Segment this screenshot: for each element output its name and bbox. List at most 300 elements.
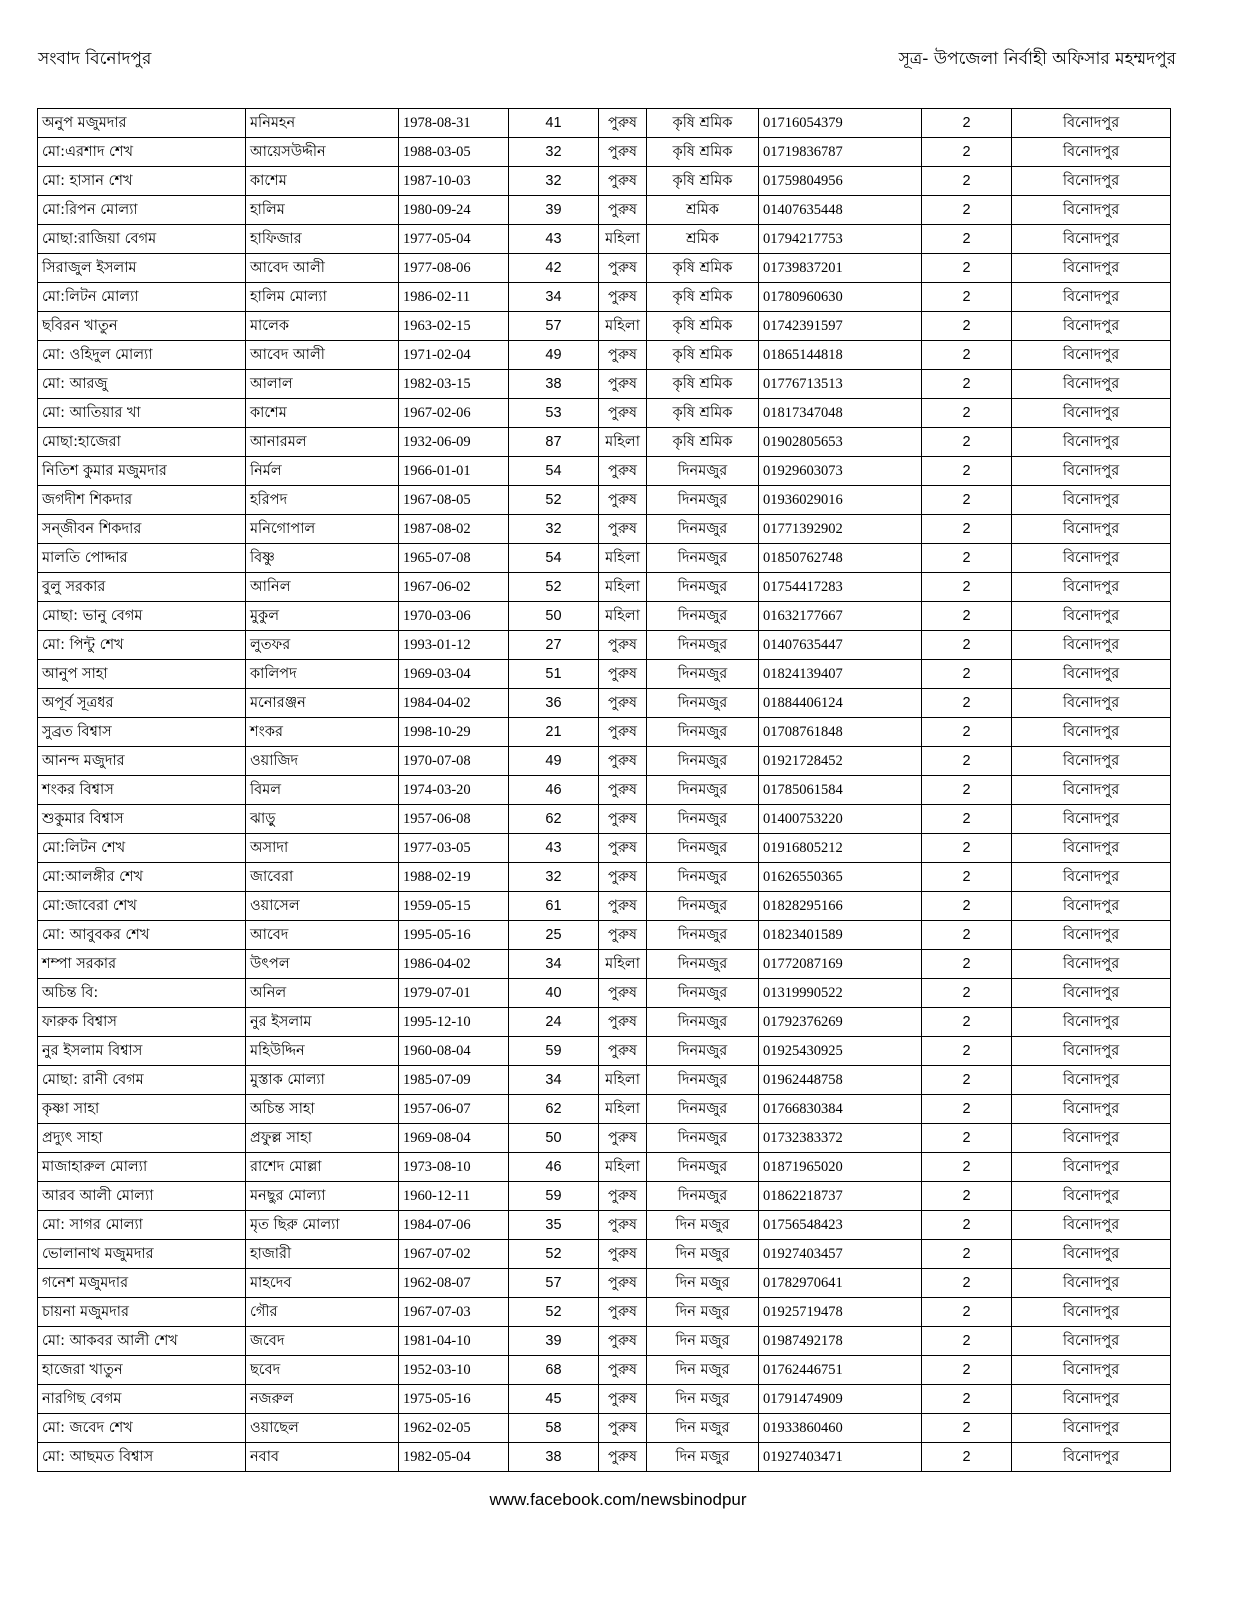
occupation-cell: দিনমজুর xyxy=(647,1008,759,1037)
gender-cell: পুরুষ xyxy=(599,138,647,167)
occupation-cell: কৃষি শ্রমিক xyxy=(647,370,759,399)
gender-cell: মহিলা xyxy=(599,544,647,573)
age-cell: 32 xyxy=(509,167,599,196)
age-cell: 38 xyxy=(509,1443,599,1472)
count-cell: 2 xyxy=(922,167,1012,196)
birth-date-cell: 1974-03-20 xyxy=(399,776,509,805)
occupation-cell: শ্রমিক xyxy=(647,225,759,254)
table-row xyxy=(38,776,1171,805)
father-name-cell: অচিন্ত সাহা xyxy=(246,1095,399,1124)
count-cell: 2 xyxy=(922,486,1012,515)
father-name-cell: আয়েসউদ্দীন xyxy=(246,138,399,167)
occupation-cell: কৃষি শ্রমিক xyxy=(647,167,759,196)
gender-cell: পুরুষ xyxy=(599,1240,647,1269)
father-name-cell: শংকর xyxy=(246,718,399,747)
age-cell: 32 xyxy=(509,863,599,892)
birth-date-cell: 1986-02-11 xyxy=(399,283,509,312)
occupation-cell: কৃষি শ্রমিক xyxy=(647,341,759,370)
father-name-cell: নুর ইসলাম xyxy=(246,1008,399,1037)
age-cell: 57 xyxy=(509,312,599,341)
name-cell: ভোলানাথ মজুমদার xyxy=(38,1240,246,1269)
occupation-cell: শ্রমিক xyxy=(647,196,759,225)
count-cell: 2 xyxy=(922,892,1012,921)
count-cell: 2 xyxy=(922,1095,1012,1124)
village-cell: বিনোদপুর xyxy=(1012,515,1171,544)
father-name-cell: মুস্তাক মোল্যা xyxy=(246,1066,399,1095)
father-name-cell: বিষ্ণু xyxy=(246,544,399,573)
occupation-cell: দিনমজুর xyxy=(647,747,759,776)
phone-cell: 01719836787 xyxy=(759,138,922,167)
gender-cell: মহিলা xyxy=(599,225,647,254)
father-name-cell: মনিমহন xyxy=(246,109,399,138)
birth-date-cell: 1979-07-01 xyxy=(399,979,509,1008)
count-cell: 2 xyxy=(922,689,1012,718)
gender-cell: পুরুষ xyxy=(599,1211,647,1240)
phone-cell: 01936029016 xyxy=(759,486,922,515)
age-cell: 39 xyxy=(509,1327,599,1356)
phone-cell: 01927403471 xyxy=(759,1443,922,1472)
birth-date-cell: 1984-04-02 xyxy=(399,689,509,718)
table-row xyxy=(38,1356,1171,1385)
birth-date-cell: 1982-05-04 xyxy=(399,1443,509,1472)
age-cell: 51 xyxy=(509,660,599,689)
count-cell: 2 xyxy=(922,805,1012,834)
age-cell: 46 xyxy=(509,776,599,805)
count-cell: 2 xyxy=(922,515,1012,544)
age-cell: 45 xyxy=(509,1385,599,1414)
occupation-cell: দিন মজুর xyxy=(647,1298,759,1327)
father-name-cell: ওয়াছেল xyxy=(246,1414,399,1443)
birth-date-cell: 1988-03-05 xyxy=(399,138,509,167)
birth-date-cell: 1998-10-29 xyxy=(399,718,509,747)
name-cell: মোছা:রাজিয়া বেগম xyxy=(38,225,246,254)
village-cell: বিনোদপুর xyxy=(1012,660,1171,689)
count-cell: 2 xyxy=(922,399,1012,428)
phone-cell: 01632177667 xyxy=(759,602,922,631)
count-cell: 2 xyxy=(922,370,1012,399)
occupation-cell: দিনমজুর xyxy=(647,1153,759,1182)
occupation-cell: কৃষি শ্রমিক xyxy=(647,254,759,283)
count-cell: 2 xyxy=(922,1356,1012,1385)
table-row xyxy=(38,805,1171,834)
count-cell: 2 xyxy=(922,979,1012,1008)
gender-cell: পুরুষ xyxy=(599,283,647,312)
count-cell: 2 xyxy=(922,1414,1012,1443)
table-row xyxy=(38,1124,1171,1153)
age-cell: 40 xyxy=(509,979,599,1008)
age-cell: 36 xyxy=(509,689,599,718)
occupation-cell: কৃষি শ্রমিক xyxy=(647,138,759,167)
phone-cell: 01716054379 xyxy=(759,109,922,138)
father-name-cell: মাহদেব xyxy=(246,1269,399,1298)
table-row xyxy=(38,863,1171,892)
village-cell: বিনোদপুর xyxy=(1012,689,1171,718)
count-cell: 2 xyxy=(922,1182,1012,1211)
phone-cell: 01823401589 xyxy=(759,921,922,950)
village-cell: বিনোদপুর xyxy=(1012,109,1171,138)
father-name-cell: হালিম xyxy=(246,196,399,225)
phone-cell: 01766830384 xyxy=(759,1095,922,1124)
age-cell: 52 xyxy=(509,1298,599,1327)
father-name-cell: মনছুর মোল্যা xyxy=(246,1182,399,1211)
count-cell: 2 xyxy=(922,1124,1012,1153)
gender-cell: পুরুষ xyxy=(599,1443,647,1472)
count-cell: 2 xyxy=(922,109,1012,138)
village-cell: বিনোদপুর xyxy=(1012,834,1171,863)
count-cell: 2 xyxy=(922,573,1012,602)
table-row xyxy=(38,1385,1171,1414)
village-cell: বিনোদপুর xyxy=(1012,1240,1171,1269)
village-cell: বিনোদপুর xyxy=(1012,602,1171,631)
name-cell: অপূর্ব সূত্রধর xyxy=(38,689,246,718)
father-name-cell: অসাদা xyxy=(246,834,399,863)
age-cell: 24 xyxy=(509,1008,599,1037)
gender-cell: পুরুষ xyxy=(599,1414,647,1443)
phone-cell: 01828295166 xyxy=(759,892,922,921)
father-name-cell: নবাব xyxy=(246,1443,399,1472)
phone-cell: 01925430925 xyxy=(759,1037,922,1066)
phone-cell: 01759804956 xyxy=(759,167,922,196)
village-cell: বিনোদপুর xyxy=(1012,805,1171,834)
village-cell: বিনোদপুর xyxy=(1012,1037,1171,1066)
gender-cell: পুরুষ xyxy=(599,254,647,283)
table-row xyxy=(38,1066,1171,1095)
gender-cell: পুরুষ xyxy=(599,515,647,544)
occupation-cell: দিনমজুর xyxy=(647,631,759,660)
father-name-cell: অনিল xyxy=(246,979,399,1008)
village-cell: বিনোদপুর xyxy=(1012,1269,1171,1298)
birth-date-cell: 1975-05-16 xyxy=(399,1385,509,1414)
name-cell: আনন্দ মজুদার xyxy=(38,747,246,776)
village-cell: বিনোদপুর xyxy=(1012,1298,1171,1327)
phone-cell: 01824139407 xyxy=(759,660,922,689)
occupation-cell: দিনমজুর xyxy=(647,1066,759,1095)
father-name-cell: হাফিজার xyxy=(246,225,399,254)
village-cell: বিনোদপুর xyxy=(1012,631,1171,660)
age-cell: 49 xyxy=(509,747,599,776)
age-cell: 52 xyxy=(509,573,599,602)
name-cell: মো: সাগর মোল্যা xyxy=(38,1211,246,1240)
father-name-cell: ওয়াসেল xyxy=(246,892,399,921)
phone-cell: 01929603073 xyxy=(759,457,922,486)
table-row xyxy=(38,486,1171,515)
occupation-cell: দিন মজুর xyxy=(647,1443,759,1472)
birth-date-cell: 1982-03-15 xyxy=(399,370,509,399)
count-cell: 2 xyxy=(922,1037,1012,1066)
gender-cell: পুরুষ xyxy=(599,196,647,225)
phone-cell: 01407635448 xyxy=(759,196,922,225)
birth-date-cell: 1973-08-10 xyxy=(399,1153,509,1182)
village-cell: বিনোদপুর xyxy=(1012,979,1171,1008)
gender-cell: মহিলা xyxy=(599,312,647,341)
birth-date-cell: 1967-07-03 xyxy=(399,1298,509,1327)
father-name-cell: আবেদ আলী xyxy=(246,254,399,283)
birth-date-cell: 1986-04-02 xyxy=(399,950,509,979)
table-row xyxy=(38,1211,1171,1240)
name-cell: ফারুক বিশ্বাস xyxy=(38,1008,246,1037)
village-cell: বিনোদপুর xyxy=(1012,573,1171,602)
occupation-cell: দিনমজুর xyxy=(647,1037,759,1066)
table-row xyxy=(38,689,1171,718)
count-cell: 2 xyxy=(922,863,1012,892)
village-cell: বিনোদপুর xyxy=(1012,254,1171,283)
village-cell: বিনোদপুর xyxy=(1012,167,1171,196)
occupation-cell: দিনমজুর xyxy=(647,718,759,747)
name-cell: মো: পিন্টু শেখ xyxy=(38,631,246,660)
table-row xyxy=(38,370,1171,399)
age-cell: 39 xyxy=(509,196,599,225)
birth-date-cell: 1957-06-07 xyxy=(399,1095,509,1124)
father-name-cell: জবেদ xyxy=(246,1327,399,1356)
count-cell: 2 xyxy=(922,921,1012,950)
table-row xyxy=(38,1182,1171,1211)
name-cell: মো:আলঙ্গীর শেখ xyxy=(38,863,246,892)
age-cell: 49 xyxy=(509,341,599,370)
age-cell: 32 xyxy=(509,515,599,544)
gender-cell: মহিলা xyxy=(599,1153,647,1182)
gender-cell: পুরুষ xyxy=(599,834,647,863)
name-cell: নিতিশ কুমার মজুমদার xyxy=(38,457,246,486)
age-cell: 43 xyxy=(509,834,599,863)
father-name-cell: ওয়াজিদ xyxy=(246,747,399,776)
father-name-cell: লুতফর xyxy=(246,631,399,660)
beneficiary-table xyxy=(37,108,1171,1472)
village-cell: বিনোদপুর xyxy=(1012,892,1171,921)
name-cell: মো:লিটন শেখ xyxy=(38,834,246,863)
table-row xyxy=(38,979,1171,1008)
phone-cell: 01817347048 xyxy=(759,399,922,428)
occupation-cell: দিন মজুর xyxy=(647,1240,759,1269)
gender-cell: পুরুষ xyxy=(599,1327,647,1356)
birth-date-cell: 1967-07-02 xyxy=(399,1240,509,1269)
age-cell: 41 xyxy=(509,109,599,138)
father-name-cell: হরিপদ xyxy=(246,486,399,515)
birth-date-cell: 1962-08-07 xyxy=(399,1269,509,1298)
source-newspaper: সংবাদ বিনোদপুর xyxy=(38,49,152,69)
occupation-cell: দিন মজুর xyxy=(647,1385,759,1414)
father-name-cell: মনিগোপাল xyxy=(246,515,399,544)
count-cell: 2 xyxy=(922,254,1012,283)
phone-cell: 01962448758 xyxy=(759,1066,922,1095)
village-cell: বিনোদপুর xyxy=(1012,428,1171,457)
occupation-cell: দিন মজুর xyxy=(647,1327,759,1356)
gender-cell: পুরুষ xyxy=(599,1008,647,1037)
father-name-cell: জাবেরা xyxy=(246,863,399,892)
name-cell: মাজাহারুল মোল্যা xyxy=(38,1153,246,1182)
birth-date-cell: 1985-07-09 xyxy=(399,1066,509,1095)
count-cell: 2 xyxy=(922,1385,1012,1414)
father-name-cell: উৎপল xyxy=(246,950,399,979)
age-cell: 52 xyxy=(509,486,599,515)
name-cell: শুকুমার বিশ্বাস xyxy=(38,805,246,834)
name-cell: মোছা: ভানু বেগম xyxy=(38,602,246,631)
village-cell: বিনোদপুর xyxy=(1012,196,1171,225)
village-cell: বিনোদপুর xyxy=(1012,1124,1171,1153)
village-cell: বিনোদপুর xyxy=(1012,863,1171,892)
village-cell: বিনোদপুর xyxy=(1012,1182,1171,1211)
village-cell: বিনোদপুর xyxy=(1012,1414,1171,1443)
village-cell: বিনোদপুর xyxy=(1012,1095,1171,1124)
occupation-cell: দিনমজুর xyxy=(647,1124,759,1153)
phone-cell: 01921728452 xyxy=(759,747,922,776)
gender-cell: পুরুষ xyxy=(599,776,647,805)
name-cell: মো:লিটন মোল্যা xyxy=(38,283,246,312)
phone-cell: 01791474909 xyxy=(759,1385,922,1414)
age-cell: 34 xyxy=(509,283,599,312)
name-cell: প্রদ্যুৎ সাহা xyxy=(38,1124,246,1153)
occupation-cell: কৃষি শ্রমিক xyxy=(647,399,759,428)
birth-date-cell: 1995-05-16 xyxy=(399,921,509,950)
gender-cell: পুরুষ xyxy=(599,747,647,776)
table-row xyxy=(38,892,1171,921)
name-cell: মো:রিপন মোল্যা xyxy=(38,196,246,225)
gender-cell: মহিলা xyxy=(599,573,647,602)
occupation-cell: দিনমজুর xyxy=(647,979,759,1008)
table-row xyxy=(38,167,1171,196)
phone-cell: 01884406124 xyxy=(759,689,922,718)
father-name-cell: নজরুল xyxy=(246,1385,399,1414)
table-row xyxy=(38,1298,1171,1327)
count-cell: 2 xyxy=(922,544,1012,573)
occupation-cell: দিনমজুর xyxy=(647,602,759,631)
count-cell: 2 xyxy=(922,747,1012,776)
count-cell: 2 xyxy=(922,312,1012,341)
count-cell: 2 xyxy=(922,283,1012,312)
name-cell: হাজেরা খাতুন xyxy=(38,1356,246,1385)
birth-date-cell: 1960-08-04 xyxy=(399,1037,509,1066)
gender-cell: পুরুষ xyxy=(599,718,647,747)
occupation-cell: দিনমজুর xyxy=(647,1095,759,1124)
table-row xyxy=(38,1240,1171,1269)
father-name-cell: আবেদ আলী xyxy=(246,341,399,370)
name-cell: মো: জবেদ শেখ xyxy=(38,1414,246,1443)
father-name-cell: প্রফুল্ল সাহা xyxy=(246,1124,399,1153)
birth-date-cell: 1993-01-12 xyxy=(399,631,509,660)
name-cell: জগদীশ শিকদার xyxy=(38,486,246,515)
village-cell: বিনোদপুর xyxy=(1012,341,1171,370)
gender-cell: পুরুষ xyxy=(599,1037,647,1066)
occupation-cell: দিনমজুর xyxy=(647,805,759,834)
birth-date-cell: 1987-08-02 xyxy=(399,515,509,544)
village-cell: বিনোদপুর xyxy=(1012,1356,1171,1385)
birth-date-cell: 1980-09-24 xyxy=(399,196,509,225)
age-cell: 38 xyxy=(509,370,599,399)
birth-date-cell: 1967-08-05 xyxy=(399,486,509,515)
table-row xyxy=(38,254,1171,283)
phone-cell: 01319990522 xyxy=(759,979,922,1008)
village-cell: বিনোদপুর xyxy=(1012,718,1171,747)
count-cell: 2 xyxy=(922,834,1012,863)
table-row xyxy=(38,1095,1171,1124)
table-row xyxy=(38,1414,1171,1443)
occupation-cell: দিনমজুর xyxy=(647,515,759,544)
village-cell: বিনোদপুর xyxy=(1012,950,1171,979)
count-cell: 2 xyxy=(922,138,1012,167)
name-cell: বুলু সরকার xyxy=(38,573,246,602)
table-row xyxy=(38,109,1171,138)
table-row xyxy=(38,399,1171,428)
phone-cell: 01862218737 xyxy=(759,1182,922,1211)
village-cell: বিনোদপুর xyxy=(1012,138,1171,167)
father-name-cell: আনারমল xyxy=(246,428,399,457)
birth-date-cell: 1967-06-02 xyxy=(399,573,509,602)
gender-cell: পুরুষ xyxy=(599,1298,647,1327)
age-cell: 53 xyxy=(509,399,599,428)
birth-date-cell: 1932-06-09 xyxy=(399,428,509,457)
name-cell: মোছা: রানী বেগম xyxy=(38,1066,246,1095)
father-name-cell: হাজারী xyxy=(246,1240,399,1269)
occupation-cell: দিনমজুর xyxy=(647,573,759,602)
birth-date-cell: 1957-06-08 xyxy=(399,805,509,834)
occupation-cell: কৃষি শ্রমিক xyxy=(647,109,759,138)
gender-cell: পুরুষ xyxy=(599,167,647,196)
village-cell: বিনোদপুর xyxy=(1012,486,1171,515)
gender-cell: পুরুষ xyxy=(599,341,647,370)
name-cell: মো: আরজু xyxy=(38,370,246,399)
village-cell: বিনোদপুর xyxy=(1012,312,1171,341)
table-row xyxy=(38,718,1171,747)
village-cell: বিনোদপুর xyxy=(1012,370,1171,399)
father-name-cell: মহিউদ্দিন xyxy=(246,1037,399,1066)
age-cell: 34 xyxy=(509,1066,599,1095)
father-name-cell: কালিপদ xyxy=(246,660,399,689)
age-cell: 62 xyxy=(509,805,599,834)
phone-cell: 01407635447 xyxy=(759,631,922,660)
father-name-cell: আবেদ xyxy=(246,921,399,950)
count-cell: 2 xyxy=(922,602,1012,631)
birth-date-cell: 1988-02-19 xyxy=(399,863,509,892)
age-cell: 21 xyxy=(509,718,599,747)
table-row xyxy=(38,428,1171,457)
name-cell: সিরাজুল ইসলাম xyxy=(38,254,246,283)
father-name-cell: কাশেম xyxy=(246,167,399,196)
count-cell: 2 xyxy=(922,631,1012,660)
phone-cell: 01782970641 xyxy=(759,1269,922,1298)
occupation-cell: দিনমজুর xyxy=(647,892,759,921)
footer-url: www.facebook.com/newsbinodpur xyxy=(489,1490,747,1509)
village-cell: বিনোদপুর xyxy=(1012,225,1171,254)
table-row xyxy=(38,660,1171,689)
birth-date-cell: 1967-02-06 xyxy=(399,399,509,428)
name-cell: শংকর বিশ্বাস xyxy=(38,776,246,805)
village-cell: বিনোদপুর xyxy=(1012,1066,1171,1095)
name-cell: শম্পা সরকার xyxy=(38,950,246,979)
phone-cell: 01927403457 xyxy=(759,1240,922,1269)
gender-cell: পুরুষ xyxy=(599,457,647,486)
table-row xyxy=(38,1037,1171,1066)
table-row xyxy=(38,921,1171,950)
phone-cell: 01772087169 xyxy=(759,950,922,979)
birth-date-cell: 1970-03-06 xyxy=(399,602,509,631)
age-cell: 57 xyxy=(509,1269,599,1298)
age-cell: 87 xyxy=(509,428,599,457)
table-row xyxy=(38,1269,1171,1298)
age-cell: 46 xyxy=(509,1153,599,1182)
father-name-cell: মুকুল xyxy=(246,602,399,631)
age-cell: 52 xyxy=(509,1240,599,1269)
gender-cell: মহিলা xyxy=(599,1066,647,1095)
phone-cell: 01742391597 xyxy=(759,312,922,341)
phone-cell: 01708761848 xyxy=(759,718,922,747)
village-cell: বিনোদপুর xyxy=(1012,399,1171,428)
birth-date-cell: 1966-01-01 xyxy=(399,457,509,486)
name-cell: সুব্রত বিশ্বাস xyxy=(38,718,246,747)
count-cell: 2 xyxy=(922,660,1012,689)
occupation-cell: দিনমজুর xyxy=(647,1182,759,1211)
table-row xyxy=(38,312,1171,341)
birth-date-cell: 1952-03-10 xyxy=(399,1356,509,1385)
phone-cell: 01400753220 xyxy=(759,805,922,834)
